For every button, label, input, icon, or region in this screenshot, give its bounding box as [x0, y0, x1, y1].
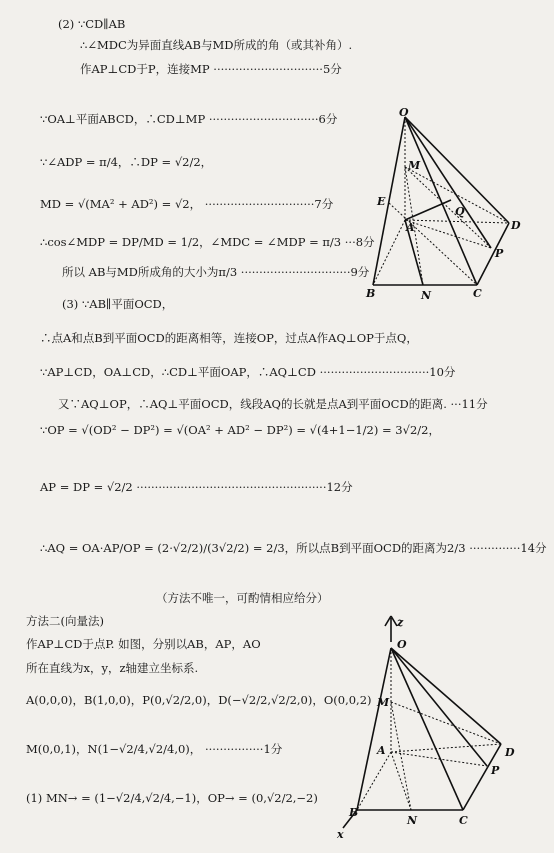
- label-B: B: [366, 287, 376, 300]
- label-D: D: [505, 746, 515, 759]
- segment-MD: [391, 702, 501, 744]
- z-axis-arrow: [385, 616, 391, 626]
- label-B: B: [349, 806, 359, 819]
- edge-OP: [405, 117, 491, 248]
- segment-AN: [391, 752, 411, 810]
- label-O: O: [397, 638, 407, 651]
- label-E: E: [377, 195, 386, 208]
- solution-line: 又∵AQ⊥OP，∴AQ⊥平面OCD，线段AQ的长就是点A到平面OCD的距离. ···11分: [58, 397, 488, 411]
- solution-line: ∴点A和点B到平面OCD的距离相等，连接OP，过点A作AQ⊥OP于点Q，: [40, 331, 418, 345]
- solution-line: 所以 AB与MD所成角的大小为π/3 ······························9分: [62, 265, 370, 279]
- solution-line: 作AP⊥CD于P，连接MP ······························5分: [80, 62, 342, 76]
- solution-line: (3) ∵AB∥平面OCD，: [62, 297, 174, 311]
- solution-line: ∴cos∠MDP = DP/MD = 1/2，∠MDC = ∠MDP = π/3 ···8分: [40, 235, 375, 249]
- label-Q: Q: [455, 205, 465, 218]
- solution-line: (2) ∵CD∥AB: [58, 17, 126, 31]
- edge-AB: [373, 220, 405, 285]
- label-O: O: [399, 106, 409, 119]
- label-M: M: [408, 159, 421, 172]
- edge-OB: [357, 648, 391, 810]
- solution-line: AP = DP = √2/2 ····················································12分: [40, 480, 353, 494]
- remark-line: （方法不唯一，可酌情相应给分）: [156, 591, 329, 605]
- edge-OC: [391, 648, 463, 810]
- edge-AD: [391, 744, 501, 752]
- label-P: P: [495, 247, 504, 260]
- solution-line: ∵AP⊥CD，OA⊥CD，∴CD⊥平面OAP，∴AQ⊥CD ······························10分: [40, 365, 456, 379]
- label-M: M: [377, 696, 390, 709]
- label-z: z: [397, 616, 404, 629]
- label-A: A: [377, 744, 386, 757]
- label-A: A: [406, 221, 415, 234]
- segment-MP: [405, 167, 491, 248]
- segment-AP: [405, 220, 491, 248]
- coordinate-figure: [335, 612, 535, 842]
- solution-line: ∴∠MDC为异面直线AB与MD所成的角（或其补角）.: [80, 38, 353, 52]
- solution-line: ∵OP = √(OD² − DP²) = √(OA² + AD² − DP²) = √(4+1−1/2) = 3√2/2，: [40, 423, 440, 437]
- solution-line: ∴AQ = OA·AP/OP = (2·√2/2)/(3√2/2) = 2/3，所以点B到平面OCD的距离为2/3 ··············14分: [40, 541, 547, 555]
- label-N: N: [407, 814, 418, 827]
- coordinates-line: A(0,0,0)，B(1,0,0)，P(0,√2/2,0)，D(−√2/2,√2/2,0)，O(0,0,2): [26, 693, 372, 707]
- label-x: x: [337, 828, 344, 841]
- coordinates-line: M(0,0,1)，N(1−√2/4,√2/4,0)， ················1分: [26, 742, 283, 756]
- edge-OD: [391, 648, 501, 744]
- label-P: P: [491, 764, 500, 777]
- solution-line: ∵OA⊥平面ABCD，∴CD⊥MP ······························6分: [40, 112, 338, 126]
- solution-line: 作AP⊥CD于点P. 如图，分别以AB，AP，AO: [26, 637, 261, 651]
- label-D: D: [511, 219, 521, 232]
- vector-line: (1) MN→ = (1−√2/4,√2/4,−1)，OP→ = (0,√2/2,−2): [26, 791, 318, 805]
- solution-line: ∵∠ADP = π/4，∴DP = √2/2，: [40, 155, 213, 169]
- solution-line: MD = √(MA² + AD²) = √2， ······························7分: [40, 197, 334, 211]
- label-C: C: [459, 814, 468, 827]
- segment-MN: [391, 702, 411, 810]
- edge-CD: [463, 744, 501, 810]
- solution-line: 所在直线为x，y，z轴建立坐标系.: [26, 661, 199, 675]
- edge-AB: [357, 752, 391, 810]
- pyramid-figure: [365, 105, 525, 305]
- label-C: C: [473, 287, 482, 300]
- edge-CD: [477, 223, 509, 285]
- edge-AD: [405, 220, 509, 223]
- label-N: N: [421, 289, 432, 302]
- section-title: 方法二(向量法): [26, 614, 104, 628]
